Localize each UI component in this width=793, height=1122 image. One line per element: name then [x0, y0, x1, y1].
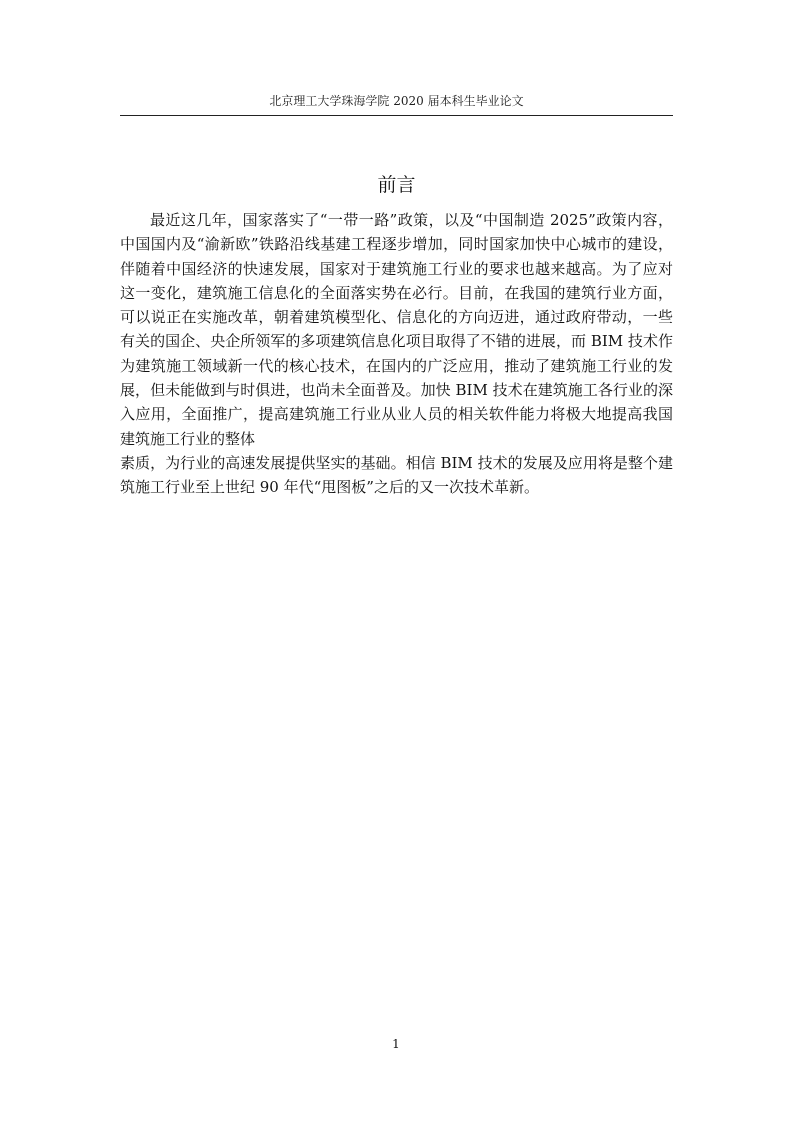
page-number: 1	[392, 1037, 400, 1051]
header-divider	[120, 115, 673, 116]
preface-paragraph: 最近这几年，国家落实了“一带一路”政策，以及“中国制造 2025”政策内容，中国国内及“渝新欧”铁路沿线基建工程逐步增加，同时国家加快中心城市的建设，伴随着中国经济的快速发展，国家对于建筑施工行业的要求也越来越高。为了应对这一变化，建筑施工信息化的全面落实势在必行。目前，在我国的建筑行业方面，可以说正在实施改革，朝着建筑模型化、信息化的方向迈进，通过政府带动，一些有关的国企、央企所领军的多项建筑信息化项目取得了不错的进展，而 BIM 技术作为建筑施工领域新一代的核心技术，在国内的广泛应用，推动了建筑施工行业的发展，但未能做到与时俱进，也尚未全面普及。加快 BIM 技术在建筑施工各行业的深入应用，全面推广，提高建筑施工行业从业人员的相关软件能力将极大地提高我国建筑施工行业的整体	[120, 211, 673, 448]
running-header: 北京理工大学珠海学院 2020 届本科生毕业论文	[269, 94, 524, 108]
section-title: 前言	[377, 173, 416, 196]
preface-body	[120, 208, 673, 500]
preface-paragraph-continued: 素质，为行业的高速发展提供坚实的基础。相信 BIM 技术的发展及应用将是整个建筑施工行业至上世纪 90 年代“甩图板”之后的又一次技术革新。	[120, 453, 673, 497]
